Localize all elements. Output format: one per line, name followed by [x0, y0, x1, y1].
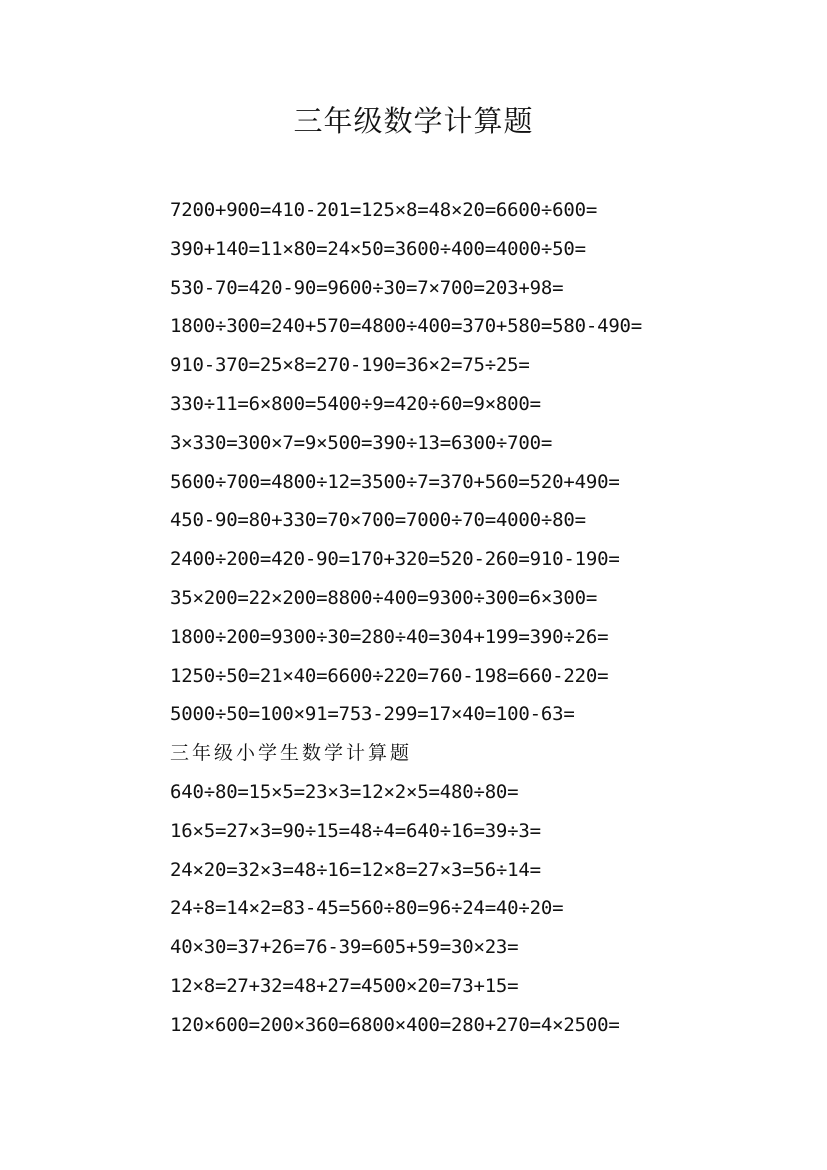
problem-list: [170, 191, 770, 1045]
problem-line: 3×330=300×7=9×500=390÷13=6300÷700=: [170, 431, 553, 454]
section-heading: 三年级小学生数学计算题: [170, 742, 413, 765]
page-title: 三年级数学计算题: [293, 104, 534, 138]
problem-line: 1800÷300=240+570=4800÷400=370+580=580-490=: [170, 315, 643, 338]
problem-line: 120×600=200×360=6800×400=280+270=4×2500=: [170, 1013, 620, 1036]
problem-line: 640÷80=15×5=23×3=12×2×5=480÷80=: [170, 780, 519, 803]
problem-line: 7200+900=410-201=125×8=48×20=6600÷600=: [170, 199, 598, 221]
problem-line: 530-70=420-90=9600÷30=7×700=203+98=: [170, 276, 564, 299]
problem-line: 5600÷700=4800÷12=3500÷7=370+560=520+490=: [170, 470, 620, 493]
problem-line: 16×5=27×3=90÷15=48÷4=640÷16=39÷3=: [170, 819, 541, 842]
problem-line: 24÷8=14×2=83-45=560÷80=96÷24=40÷20=: [170, 897, 564, 920]
problem-line: 5000÷50=100×91=753-299=17×40=100-63=: [170, 703, 575, 726]
problem-line: 35×200=22×200=8800÷400=9300÷300=6×300=: [170, 586, 598, 609]
problem-line: 40×30=37+26=76-39=605+59=30×23=: [170, 936, 519, 959]
problem-line: 24×20=32×3=48÷16=12×8=27×3=56÷14=: [170, 858, 541, 881]
problem-line: 2400÷200=420-90=170+320=520-260=910-190=: [170, 548, 620, 571]
problem-line: 1250÷50=21×40=6600÷220=760-198=660-220=: [170, 664, 609, 687]
problem-line: 1800÷200=9300÷30=280÷40=304+199=390÷26=: [170, 625, 609, 648]
problem-line: 12×8=27+32=48+27=4500×20=73+15=: [170, 974, 519, 997]
problem-line: 330÷11=6×800=5400÷9=420÷60=9×800=: [170, 392, 541, 415]
problem-line: 910-370=25×8=270-190=36×2=75÷25=: [170, 354, 530, 377]
problem-line: 390+140=11×80=24×50=3600÷400=4000÷50=: [170, 237, 586, 260]
problem-line: 450-90=80+330=70×700=7000÷70=4000÷80=: [170, 509, 586, 532]
